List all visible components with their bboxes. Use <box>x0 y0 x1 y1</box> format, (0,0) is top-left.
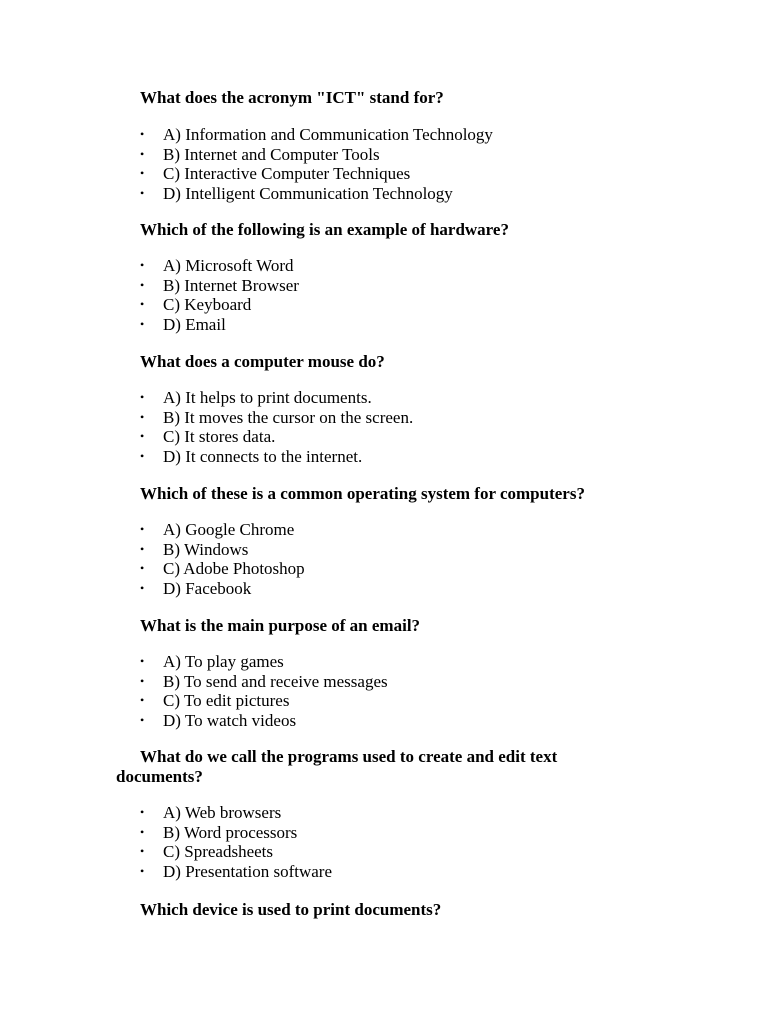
list-item <box>140 427 413 447</box>
question-3: What does a computer mouse do? <box>140 352 385 371</box>
bullet: • <box>140 654 145 668</box>
list-item <box>140 520 305 540</box>
bullet: • <box>140 693 145 708</box>
list-item <box>140 276 299 296</box>
bullet: • <box>140 561 145 576</box>
list-item <box>140 388 413 408</box>
list-item <box>140 672 388 692</box>
option-text: A) Information and Communication Technology <box>163 125 493 144</box>
list-item <box>140 579 305 599</box>
bullet: • <box>140 390 145 404</box>
list-item <box>140 652 388 672</box>
option-text: A) Microsoft Word <box>163 256 294 275</box>
bullet: • <box>140 429 145 444</box>
list-item <box>140 184 493 204</box>
bullet: • <box>140 541 145 556</box>
bullet: • <box>140 712 145 727</box>
option-text: D) Email <box>163 314 226 334</box>
question-6-options <box>140 803 332 881</box>
question-5: What is the main purpose of an email? <box>140 616 421 635</box>
question-5-options <box>140 652 388 730</box>
option-text: D) To watch videos <box>163 710 297 730</box>
option-text: B) Internet Browser <box>163 275 299 295</box>
bullet: • <box>140 258 145 272</box>
list-item <box>140 803 332 823</box>
option-text: D) Presentation software <box>163 861 333 881</box>
list-item <box>140 823 332 843</box>
bullet: • <box>140 409 145 424</box>
option-text: C) To edit pictures <box>163 691 290 711</box>
question-6: What do we call the programs used to create and edit text documents? <box>116 747 558 786</box>
option-text: A) To play games <box>163 652 284 671</box>
list-item <box>140 540 305 560</box>
list-item <box>140 408 413 428</box>
option-text: D) Facebook <box>163 578 252 598</box>
question-2-options <box>140 256 299 334</box>
list-item <box>140 295 299 315</box>
option-text: A) It helps to print documents. <box>163 388 372 407</box>
list-item <box>140 711 388 731</box>
option-text: B) To send and receive messages <box>163 671 388 691</box>
bullet: • <box>140 277 145 292</box>
option-text: D) Intelligent Communication Technology <box>163 183 453 203</box>
bullet: • <box>140 824 145 839</box>
bullet: • <box>140 863 145 878</box>
option-text: C) Interactive Computer Techniques <box>163 164 411 184</box>
option-text: A) Web browsers <box>163 803 282 822</box>
question-4: Which of these is a common operating system for computers? <box>140 484 585 503</box>
option-text: B) Internet and Computer Tools <box>163 144 380 164</box>
question-3-options <box>140 388 413 466</box>
option-text: B) It moves the cursor on the screen. <box>163 407 414 427</box>
list-item <box>140 315 299 335</box>
bullet: • <box>140 146 145 161</box>
list-item <box>140 447 413 467</box>
option-text: C) Spreadsheets <box>163 842 274 862</box>
bullet: • <box>140 166 145 181</box>
bullet: • <box>140 844 145 859</box>
bullet: • <box>140 297 145 312</box>
option-text: B) Word processors <box>163 822 298 842</box>
bullet: • <box>140 127 145 141</box>
bullet: • <box>140 185 145 200</box>
option-text: D) It connects to the internet. <box>163 446 363 466</box>
list-item <box>140 256 299 276</box>
question-7: Which device is used to print documents? <box>140 900 442 919</box>
bullet: • <box>140 316 145 331</box>
bullet: • <box>140 580 145 595</box>
bullet: • <box>140 448 145 463</box>
bullet: • <box>140 522 145 536</box>
option-text: A) Google Chrome <box>163 520 295 539</box>
bullet: • <box>140 805 145 819</box>
question-1-options <box>140 125 493 203</box>
option-text: C) Adobe Photoshop <box>163 559 305 579</box>
list-item <box>140 842 332 862</box>
question-4-options <box>140 520 305 598</box>
list-item <box>140 691 388 711</box>
bullet: • <box>140 673 145 688</box>
option-text: C) Keyboard <box>163 295 252 315</box>
list-item <box>140 125 493 145</box>
list-item <box>140 862 332 882</box>
list-item <box>140 559 305 579</box>
list-item <box>140 164 493 184</box>
question-2: Which of the following is an example of hardware? <box>140 220 509 239</box>
list-item <box>140 145 493 165</box>
option-text: C) It stores data. <box>163 427 276 447</box>
option-text: B) Windows <box>163 539 249 559</box>
question-1: What does the acronym "ICT" stand for? <box>140 88 444 107</box>
